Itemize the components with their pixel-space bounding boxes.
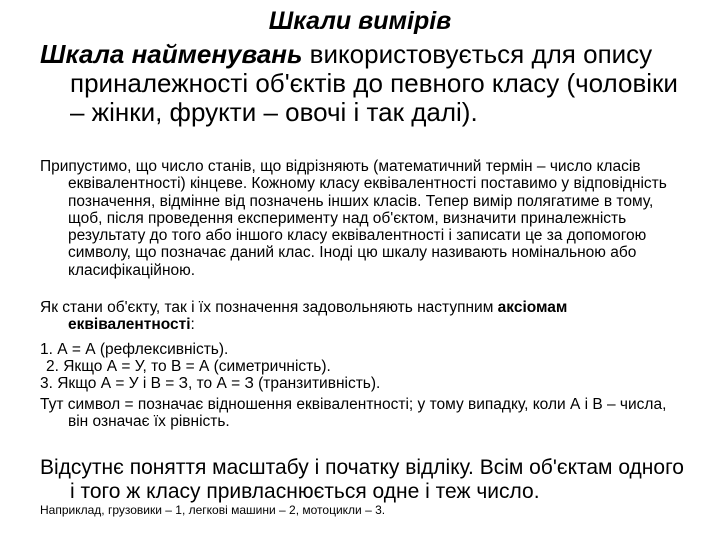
axioms-intro-end: :	[190, 316, 195, 334]
paragraph-axioms-intro	[40, 299, 690, 334]
axiom-reflexivity: 1. А = А (рефлексивність).	[40, 341, 229, 358]
intro-paragraph	[40, 40, 690, 127]
example-note: Наприклад, грузовики – 1, легкові машини – 2, мотоцикли – 3.	[40, 503, 386, 517]
slide-title: Шкали вимірів	[268, 7, 452, 35]
axioms-intro-text: Як стани об'єкту, так і їх позначення задовольняють наступним	[40, 299, 498, 316]
intro-lead-term: Шкала найменувань	[40, 39, 303, 69]
axiom-transitivity: 3. Якщо А = У і В = З, то А = З (транзитивність).	[40, 375, 381, 392]
axioms-term: аксіомам еквівалентності	[68, 299, 568, 334]
paragraph-equality-note: Тут символ = позначає відношення еквівалентності; у тому випадку, коли А і В – числа, він означає їх рівність.	[40, 396, 667, 431]
paragraph-no-scale: Відсутнє поняття масштабу і початку відліку. Всім об'єктам одного і того ж класу привласнюється одне і теж число.	[40, 456, 684, 503]
paragraph-equivalence-classes: Припустимо, що число станів, що відрізняють (математичний термін – число класів еквівалентності) кінцеве. Кожному класу еквівалентності поставимо у відповідність позначення, відмінне від позначень інших класів. Тепер вимір полягатиме в тому, щоб, після проведення експерименту над об'єктом, визначити приналежність результату до того або іншого класу еквівалентності і записати це за допомогою символу, що позначає даний клас. Іноді цю шкалу називають номінальною або класифікаційною.	[40, 158, 667, 279]
intro-text: використовується для опису приналежності об'єктів до певного класу (чоловіки – жінки, фрукти – овочі і так далі).	[70, 39, 678, 127]
axiom-symmetry: 2. Якщо А = У, то В = А (симетричність).	[46, 358, 331, 375]
